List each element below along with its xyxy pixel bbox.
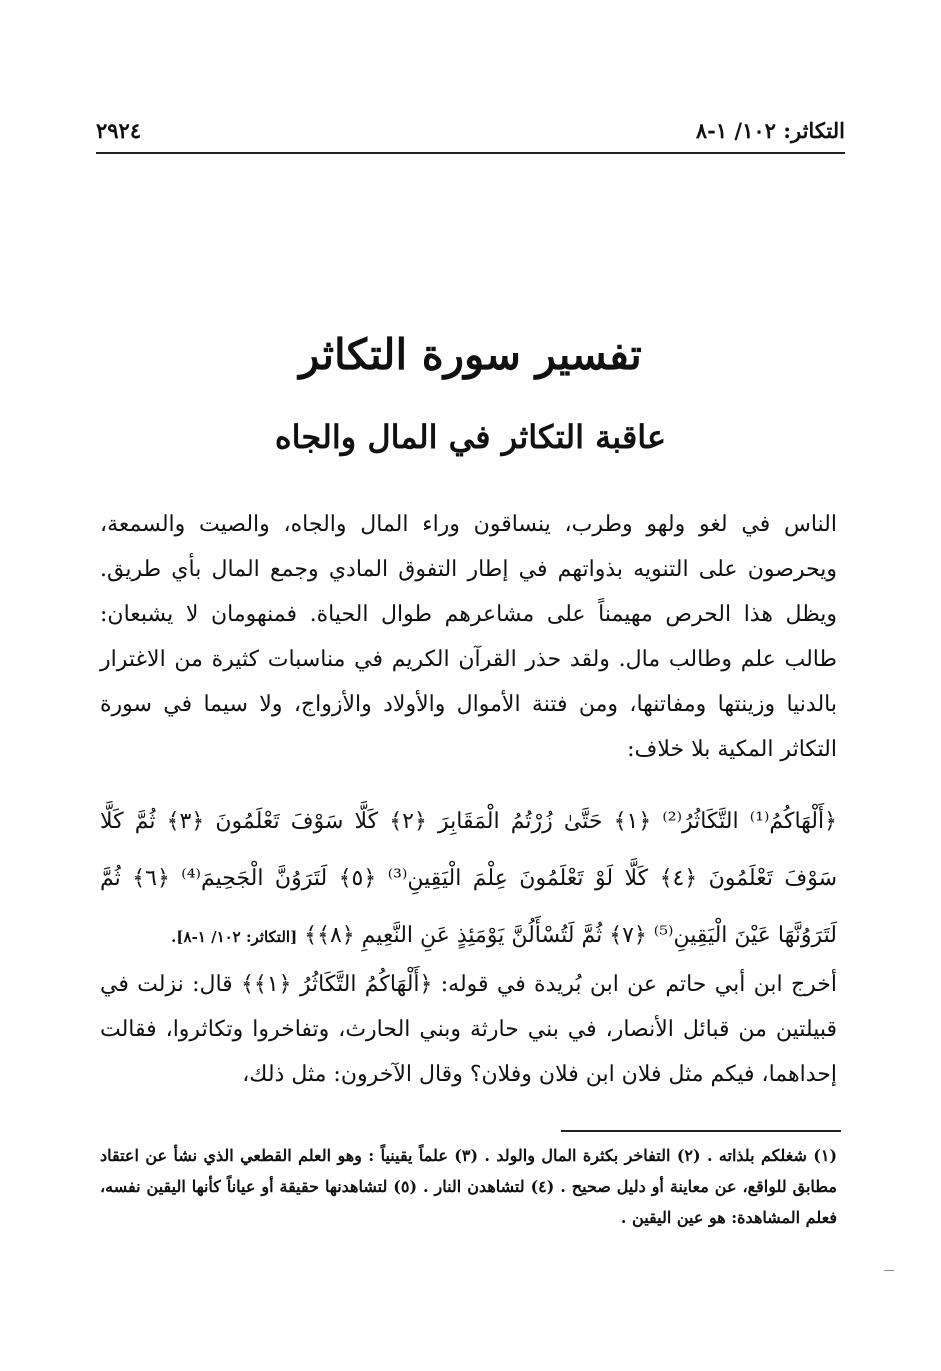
quran-verses: ﴿أَلْهَاكُمُ⁽¹⁾ التَّكَاثُرُ⁽²⁾ ﴿١﴾ حَتَّىٰ زُرْتُمُ الْمَقَابِرَ ﴿٢﴾ كَلَّا سَوْفَ تَعْلَمُونَ ﴿٣﴾ ثُمَّ كَلَّا سَوْفَ تَعْلَمُونَ ﴿٤﴾ كَلَّا لَوْ تَعْلَمُونَ عِلْمَ الْيَقِينِ⁽³⁾ ﴿٥﴾ لَتَرَوُنَّ الْجَحِيمَ⁽⁴⁾ ﴿٦﴾ ثُمَّ لَتَرَوُنَّهَا عَيْنَ الْيَقِينِ⁽⁵⁾ ﴿٧﴾ ثُمَّ لَتُسْأَلُنَّ يَوْمَئِذٍ عَنِ النَّعِيمِ ﴿٨﴾﴾: [100, 809, 838, 948]
intro-paragraph: الناس في لغو ولهو وطرب، ينساقون وراء المال والجاه، والصيت والسمعة، ويحرصون على التنويه بذواتهم في إطار التفوق المادي وجمع المال بأي طريق. ويظل هذا الحرص مهيمناً على مشاعرهم طوال الحياة. فمنهومان لا يشبعان: طالب علم وطالب مال. ولقد حذر القرآن الكريم في مناسبات كثيرة من الاغترار بالدنيا وزينتها ومفاتنها، ومن فتنة الأموال والأولاد والأزواج، ولا سيما في سورة التكاثر المكية بلا خلاف:: [100, 512, 837, 762]
section-reference: التكاثر: ١٠٢/ ١-٨: [695, 118, 845, 143]
footnotes: (١) شغلكم بلذاته . (٢) التفاخر بكثرة المال والولد . (٣) علماً يقينياً : وهو العلم القطعي الذي نشأ عن اعتقاد مطابق للواقع، عن معاينة أو دليل صحيح . (٤) لتشاهدن النار . (٥) لتشاهدنها حقيقة أو عياناً كأنها اليقين نفسه، فعلم المشاهدة: هو عين اليقين .: [100, 1146, 838, 1227]
surah-title: تفسير سورة التكاثر: [299, 330, 642, 379]
footnote-divider: [561, 1130, 841, 1132]
running-head: [96, 116, 845, 154]
page-number: ٢٩٢٤: [96, 118, 142, 143]
margin-tick: [884, 1270, 894, 1271]
asbab-paragraph: أخرج ابن أبي حاتم عن ابن بُريدة في قوله: ﴿أَلْهَاكُمُ التَّكَاثُرُ ﴿١﴾﴾ قال: نزلت في قبيلتين من قبائل الأنصار، في بني حارثة وبني الحارث، وتفاخروا وتكاثروا، فقالت إحداهما، فيكم مثل فلان ابن فلان وفلان؟ وقال الآخرون: مثل ذلك،: [100, 972, 837, 1087]
quran-reference: [التكاثر: ١٠٢/ ١-٨].: [171, 928, 298, 946]
section-title: عاقبة التكاثر في المال والجاه: [274, 418, 667, 456]
quran-passage: [100, 793, 837, 966]
